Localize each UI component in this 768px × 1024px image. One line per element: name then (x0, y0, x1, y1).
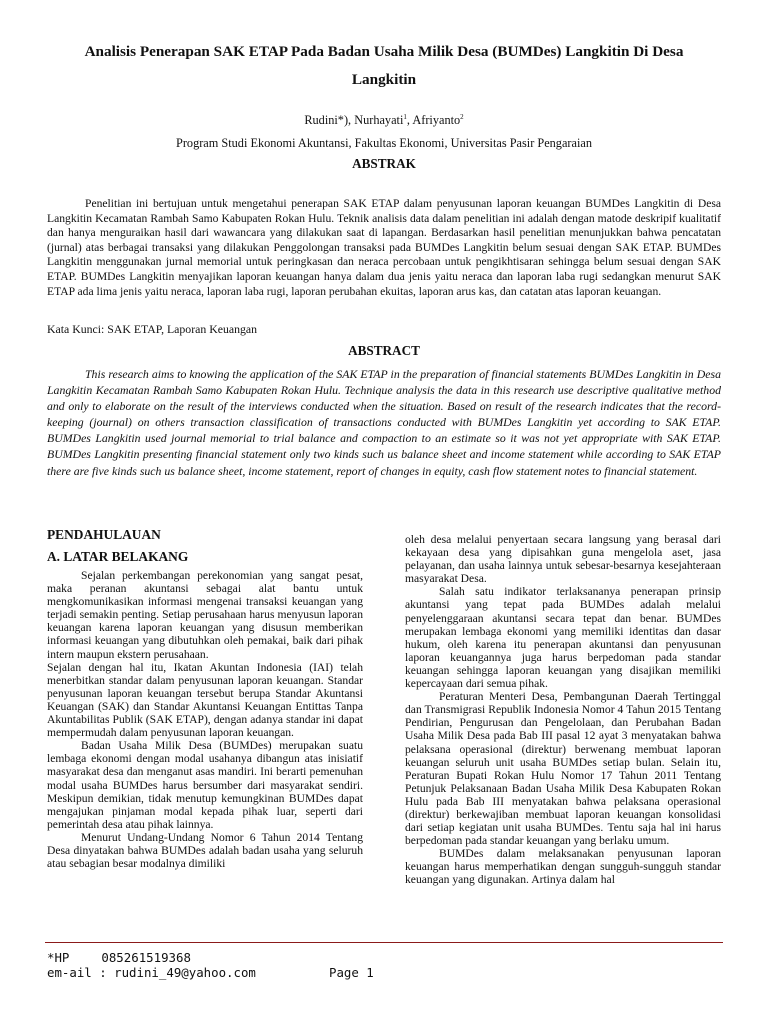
abstrak-body (47, 197, 721, 299)
left-paragraph-4: Menurut Undang-Undang Nomor 6 Tahun 2014 Tentang Desa dinyatakan bahwa BUMDes adalah badan usaha yang seluruh atau sebagian besar modalnya dimiliki (47, 830, 363, 871)
affiliation: Program Studi Ekonomi Akuntansi, Fakultas Ekonomi, Universitas Pasir Pengaraian (175, 136, 592, 150)
page-number: Page 1 (329, 965, 374, 980)
right-paragraph-3: Peraturan Menteri Desa, Pembangunan Daerah Tertinggal dan Transmigrasi Republik Indonesia Nomor 4 Tahun 2015 Tentang Pendirian, Pengurusan dan Pengelolaan, dan Perubahan Badan Usaha Milik Desa pada Bab III pasal 12 ayat 3 menyatakan bahwa pelaksana operasional (direktur) berwenang membuat laporan keuangan seluruh unit usaha BUMDes setiap bulan. Selain itu, Peraturan Bupati Rokan Hulu Nomor 17 Tahun 2011 Tentang Petunjuk Pelaksanaan Badan Usaha Milik Desa Kabupaten Rokan Hulu pada Bab III menyatakan bahwa pelaksana operasional (direktur) berkewajiban membuat laporan keuangan konsolidasi dari setiap kegiatan unit usaha BUMDes. Tentu saja hal ini harus berpedoman pada standar keuangan yang berlaku umum. (405, 690, 721, 848)
abstract-paragraph: This research aims to knowing the application of the SAK ETAP in the preparation of financial statements BUMDes Langkitin in Desa Langkitin Kecamatan Rambah Samo Kabupaten Rokan Hulu. Technique analysis the data in this research use descriptive qualitative method and only to elaborate on the result of the interviews conducted when the situation. Based on result of the research indicates that the record-keeping (journal) on others transaction classification of transactions conducted with BUMDes Langkitin yet according to SAK ETAP. BUMDes Langkitin used journal memorial to trial balance and compaction to an estimate so it was not yet appropriate with SAK ETAP. BUMDes Langkitin presenting financial statement only two kinds such us balance sheet and income statement while according to SAK ETAP there are five kinds such us balance sheet, income statement, report of changes in equity, cash flow statement notes to financial statement. (47, 367, 721, 478)
footer-email: em-ail : rudini_49@yahoo.com (47, 965, 256, 980)
left-paragraph-1: Sejalan perkembangan perekonomian yang sangat pesat, maka peranan akuntansi sebagai alat bantu untuk mengkomunikasikan informasi mengenai transaksi keuangan yang terjadi semakin penting. Setiap perusahaan harus menyusun laporan keuangan karena laporan keuangan yang disusun memberikan informasi keuangan yang dibutuhkan oleh pemakai, baik dari pihak intern maupun ekstern perusahaan. (47, 569, 363, 661)
keywords: Kata Kunci: SAK ETAP, Laporan Keuangan (47, 322, 258, 336)
phone-number: 085261519368 (101, 950, 191, 965)
subsection-heading: A. LATAR BELAKANG (47, 549, 189, 564)
author-superscript-2: 2 (460, 113, 464, 121)
abstract-body (47, 366, 721, 479)
left-paragraph-2: Sejalan dengan hal itu, Ikatan Akuntan Indonesia (IAI) telah menerbitkan standar dalam penyusunan laporan keuangan. Standar penyusunan laporan keuangan tersebut berupa Standar Akuntansi Keuangan (SAK) dan Standar Akuntansi Keuangan Entittas Tanpa Akuntabilitas Publik (SAK ETAP), dengan adanya standar ini dapat mempermudah dalam penyusunan laporan keuangan. (47, 660, 363, 740)
author-names: Rudini*), Nurhayati (304, 113, 404, 128)
paper-title: Analisis Penerapan SAK ETAP Pada Badan Usaha Milik Desa (BUMDes) Langkitin Di Desa Langkitin (84, 43, 684, 88)
footer-phone (47, 950, 191, 965)
left-paragraph-3: Badan Usaha Milik Desa (BUMDes) merupakan suatu lembaga ekonomi dengan modal usahanya dibangun atas inisiatif masyarakat desa dan menganut asas mandiri. Ini berarti pemenuhan modal usaha BUMDes harus bersumber dari masyarakat sendiri. Meskipun demikian, tidak menutup kemungkinan BUMDes dapat mengajukan pinjaman modal kepada pihak luar, seperti dari pemerintah desa atau pihak lainnya. (47, 739, 363, 831)
phone-label: *HP (47, 950, 70, 965)
right-paragraph-4: BUMDes dalam melaksanakan penyusunan laporan keuangan harus memperhatikan dengan sungguh-sungguh standar keuangan yang digunakan. Artinya dalam hal (405, 847, 721, 887)
section-heading: PENDAHULAUAN (47, 527, 161, 542)
abstract-heading: ABSTRACT (348, 343, 420, 358)
left-column (47, 569, 363, 870)
right-paragraph-1: oleh desa melalui penyertaan secara langsung yang berasal dari kekayaan desa yang dipisahkan guna mengelola aset, jasa pelayanan, dan usaha lainnya untuk sebesar-besarnya kesejahteraan masyarakat Desa. (405, 533, 721, 586)
right-paragraph-2: Salah satu indikator terlaksananya penerapan prinsip akuntansi yang tepat pada BUMDes adalah melalui penyelenggaraan akuntansi secara tepat dan benar. BUMDes merupakan lembaga ekonomi yang memiliki identitas dan dasar hukum, oleh karena itu penerapan akuntansi dan penyusunan laporan keuangannya juga harus berpedoman pada standar keuangan sehingga laporan keuangan yang disajikan memiliki kepercayaan dari semua pihak. (405, 585, 721, 691)
author-names-2: , Afriyanto (406, 113, 461, 128)
author-superscript-1: 1 (403, 113, 407, 121)
abstrak-heading: ABSTRAK (352, 156, 416, 171)
abstrak-paragraph: Penelitian ini bertujuan untuk mengetahui penerapan SAK ETAP dalam penyusunan laporan keuangan BUMDes Langkitin di Desa Langkitin Kecamatan Rambah Samo Kabupaten Rokan Hulu. Teknik analisis data dalam penelitian ini adalah dengan matode deskripif kualitatif dan hanya menguraikan hasil dari wawancara yang dilakukan saat di lapangan. Berdasarkan hasil penelitian menunjukkan bahwa pencatatan (jurnal) atas berbagai transaksi yang dilakukan Penggolongan transaksi pada BUMDes Langkitin belum sesuai dengan SAK ETAP. BUMDes Langkitin menggunakan jurnal memorial untuk peringkasan dan neraca percobaan untuk pengikhtisaran sehingga belum sesuai dengan SAK ETAP. BUMDes Langkitin menyajikan laporan keuangan hanya dalam dua jenis yaitu neraca dan laporan laba rugi sedangkan menurut SAK ETAP ada lima jenis yaitu neraca, laporan laba rugi, laporan perubahan ekuitas, laporan arus kas, dan catatan atas laporan keuangan. (47, 197, 721, 298)
author-line (0, 113, 768, 128)
footer-divider (45, 942, 723, 943)
right-column (405, 533, 721, 943)
